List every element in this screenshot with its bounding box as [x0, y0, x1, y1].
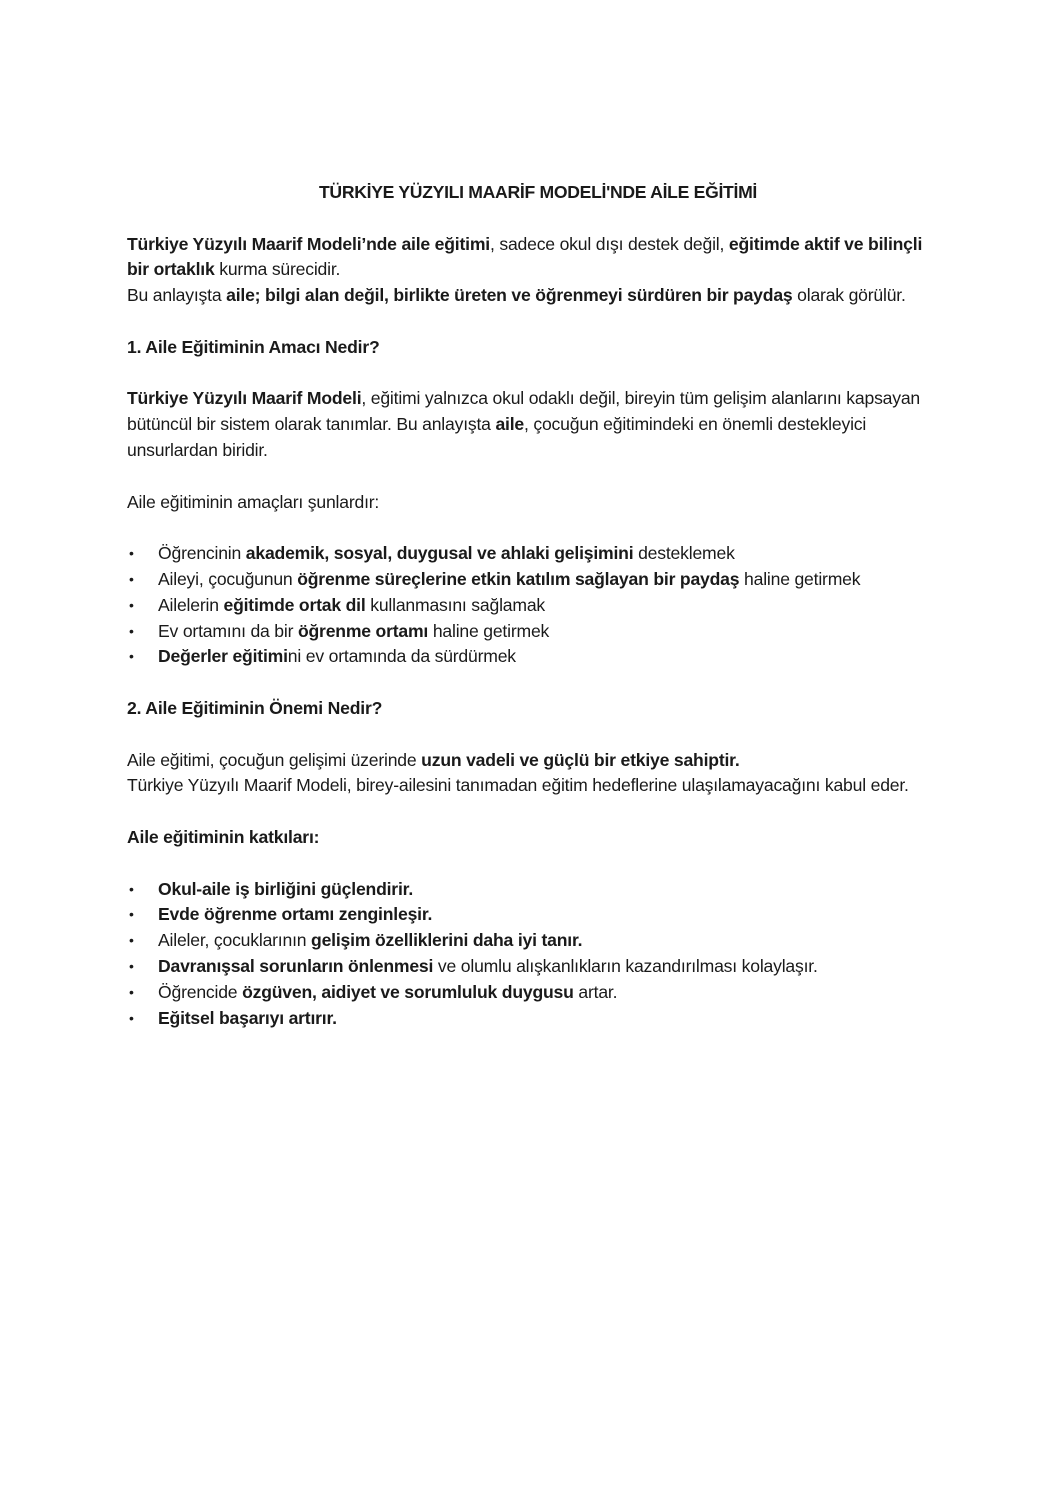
text: artar.: [573, 981, 618, 1002]
bold-text: özgüven, aidiyet ve sorumluluk duygusu: [242, 981, 574, 1002]
section-2-subheading-text: Aile eğitiminin katkıları:: [127, 826, 320, 847]
bold-text: aile: [495, 414, 524, 435]
list-item: [127, 877, 939, 903]
bold-text: Davranışsal sorunların önlenmesi: [158, 955, 434, 976]
text: , sadece okul dışı destek değil,: [489, 233, 729, 254]
spacer: [127, 464, 939, 490]
bullet-icon: •: [129, 880, 134, 897]
bold-text: Evde öğrenme ortamı zenginleşir.: [158, 904, 433, 925]
list-item: [127, 644, 939, 670]
text: Ailelerin: [158, 594, 224, 615]
text: Ev ortamını da bir: [158, 620, 298, 641]
bullet-icon: •: [129, 570, 134, 587]
bold-text: uzun vadeli ve güçlü bir etkiye sahiptir.: [421, 749, 740, 770]
spacer: [127, 670, 939, 696]
spacer: [127, 515, 939, 541]
bullet-icon: •: [129, 622, 134, 639]
text: Aileler, çocuklarının: [158, 930, 312, 951]
section-1-paragraph: [127, 386, 939, 463]
list-item: [127, 980, 939, 1006]
list-item: [127, 593, 939, 619]
section-2-paragraph-1: [127, 748, 939, 774]
text: ve olumlu alışkanlıkların kazandırılması kolaylaşır.: [433, 955, 818, 976]
section-1-goals-list: [127, 541, 939, 670]
bold-text: gelişim özelliklerini daha iyi tanır.: [311, 930, 583, 951]
bold-text: öğrenme süreçlerine etkin katılım sağlayan bir paydaş: [297, 568, 740, 589]
text: Bu anlayışta: [127, 285, 227, 306]
text: kullanmasını sağlamak: [365, 594, 546, 615]
intro-paragraph-1: [127, 232, 939, 284]
text: Öğrencide: [158, 981, 243, 1002]
section-1-list-intro: Aile eğitiminin amaçları şunlardır:: [127, 491, 380, 512]
spacer: [127, 851, 939, 877]
text: Aile eğitimi, çocuğun gelişimi üzerinde: [127, 749, 422, 770]
bullet-icon: •: [129, 957, 134, 974]
bold-text: Değerler eğitimi: [158, 646, 288, 667]
section-2-heading: 2. Aile Eğitiminin Önemi Nedir?: [127, 697, 383, 718]
bullet-icon: •: [129, 545, 134, 562]
bullet-icon: •: [129, 906, 134, 923]
spacer: [127, 361, 939, 387]
bold-text: Türkiye Yüzyılı Maarif Modeli: [127, 388, 362, 409]
list-item: [127, 1006, 939, 1032]
spacer: [127, 309, 939, 335]
bullet-icon: •: [129, 1009, 134, 1026]
list-item: [127, 541, 939, 567]
section-2-subheading: [127, 825, 939, 851]
list-item: [127, 928, 939, 954]
bullet-icon: •: [129, 983, 134, 1000]
bold-text: Türkiye Yüzyılı Maarif Modeli’nde aile eğitimi: [127, 233, 490, 254]
spacer: [127, 722, 939, 748]
bold-text: Okul-aile iş birliğini güçlendirir.: [158, 878, 414, 899]
bold-text: öğrenme ortamı: [297, 620, 429, 641]
list-item: [127, 567, 939, 593]
text: Türkiye Yüzyılı Maarif Modeli, birey-ailesini tanımadan eğitim hedeflerine ulaşılamayacağını kabul eder.: [127, 775, 909, 796]
bold-text: eğitimde aktif ve bilinçli bir ortaklık: [127, 233, 923, 280]
bullet-icon: •: [129, 648, 134, 665]
section-2-contributions-list: [127, 877, 939, 1032]
text: kurma sürecidir.: [214, 259, 341, 280]
document-title: TÜRKİYE YÜZYILI MAARİF MODELİ'NDE AİLE EĞİTİMİ: [318, 182, 758, 202]
text: , eğitimi yalnızca okul odaklı değil, bireyin tüm gelişim alanlarını kapsayan bütüncül bir sistem olarak tanımlar. Bu anlayışta: [127, 388, 921, 435]
section-1-heading: 1. Aile Eğitiminin Amacı Nedir?: [127, 336, 380, 357]
bold-text: akademik, sosyal, duygusal ve ahlaki gelişimini: [245, 543, 634, 564]
bold-text: eğitimde ortak dil: [223, 594, 366, 615]
bullet-icon: •: [129, 932, 134, 949]
text: , çocuğun eğitimindeki en önemli destekleyici unsurlardan biridir.: [127, 414, 867, 460]
text: ni ev ortamında da sürdürmek: [287, 646, 516, 667]
text: desteklemek: [633, 543, 735, 564]
text: olarak görülür.: [792, 285, 906, 306]
bold-text: aile; bilgi alan değil, birlikte üreten ve öğrenmeyi sürdüren bir paydaş: [226, 285, 793, 306]
text: haline getirmek: [428, 620, 550, 641]
intro-paragraph-2: [127, 283, 939, 309]
text: Öğrencinin: [158, 543, 246, 564]
list-item: [127, 954, 939, 980]
document-body: [127, 180, 939, 1031]
list-item: [127, 902, 939, 928]
spacer: [127, 799, 939, 825]
bullet-icon: •: [129, 596, 134, 613]
list-item: [127, 619, 939, 645]
section-2-paragraph-2: [127, 773, 939, 799]
text: Aileyi, çocuğunun: [158, 568, 298, 589]
text: haline getirmek: [739, 568, 861, 589]
bold-text: Eğitsel başarıyı artırır.: [158, 1007, 337, 1028]
